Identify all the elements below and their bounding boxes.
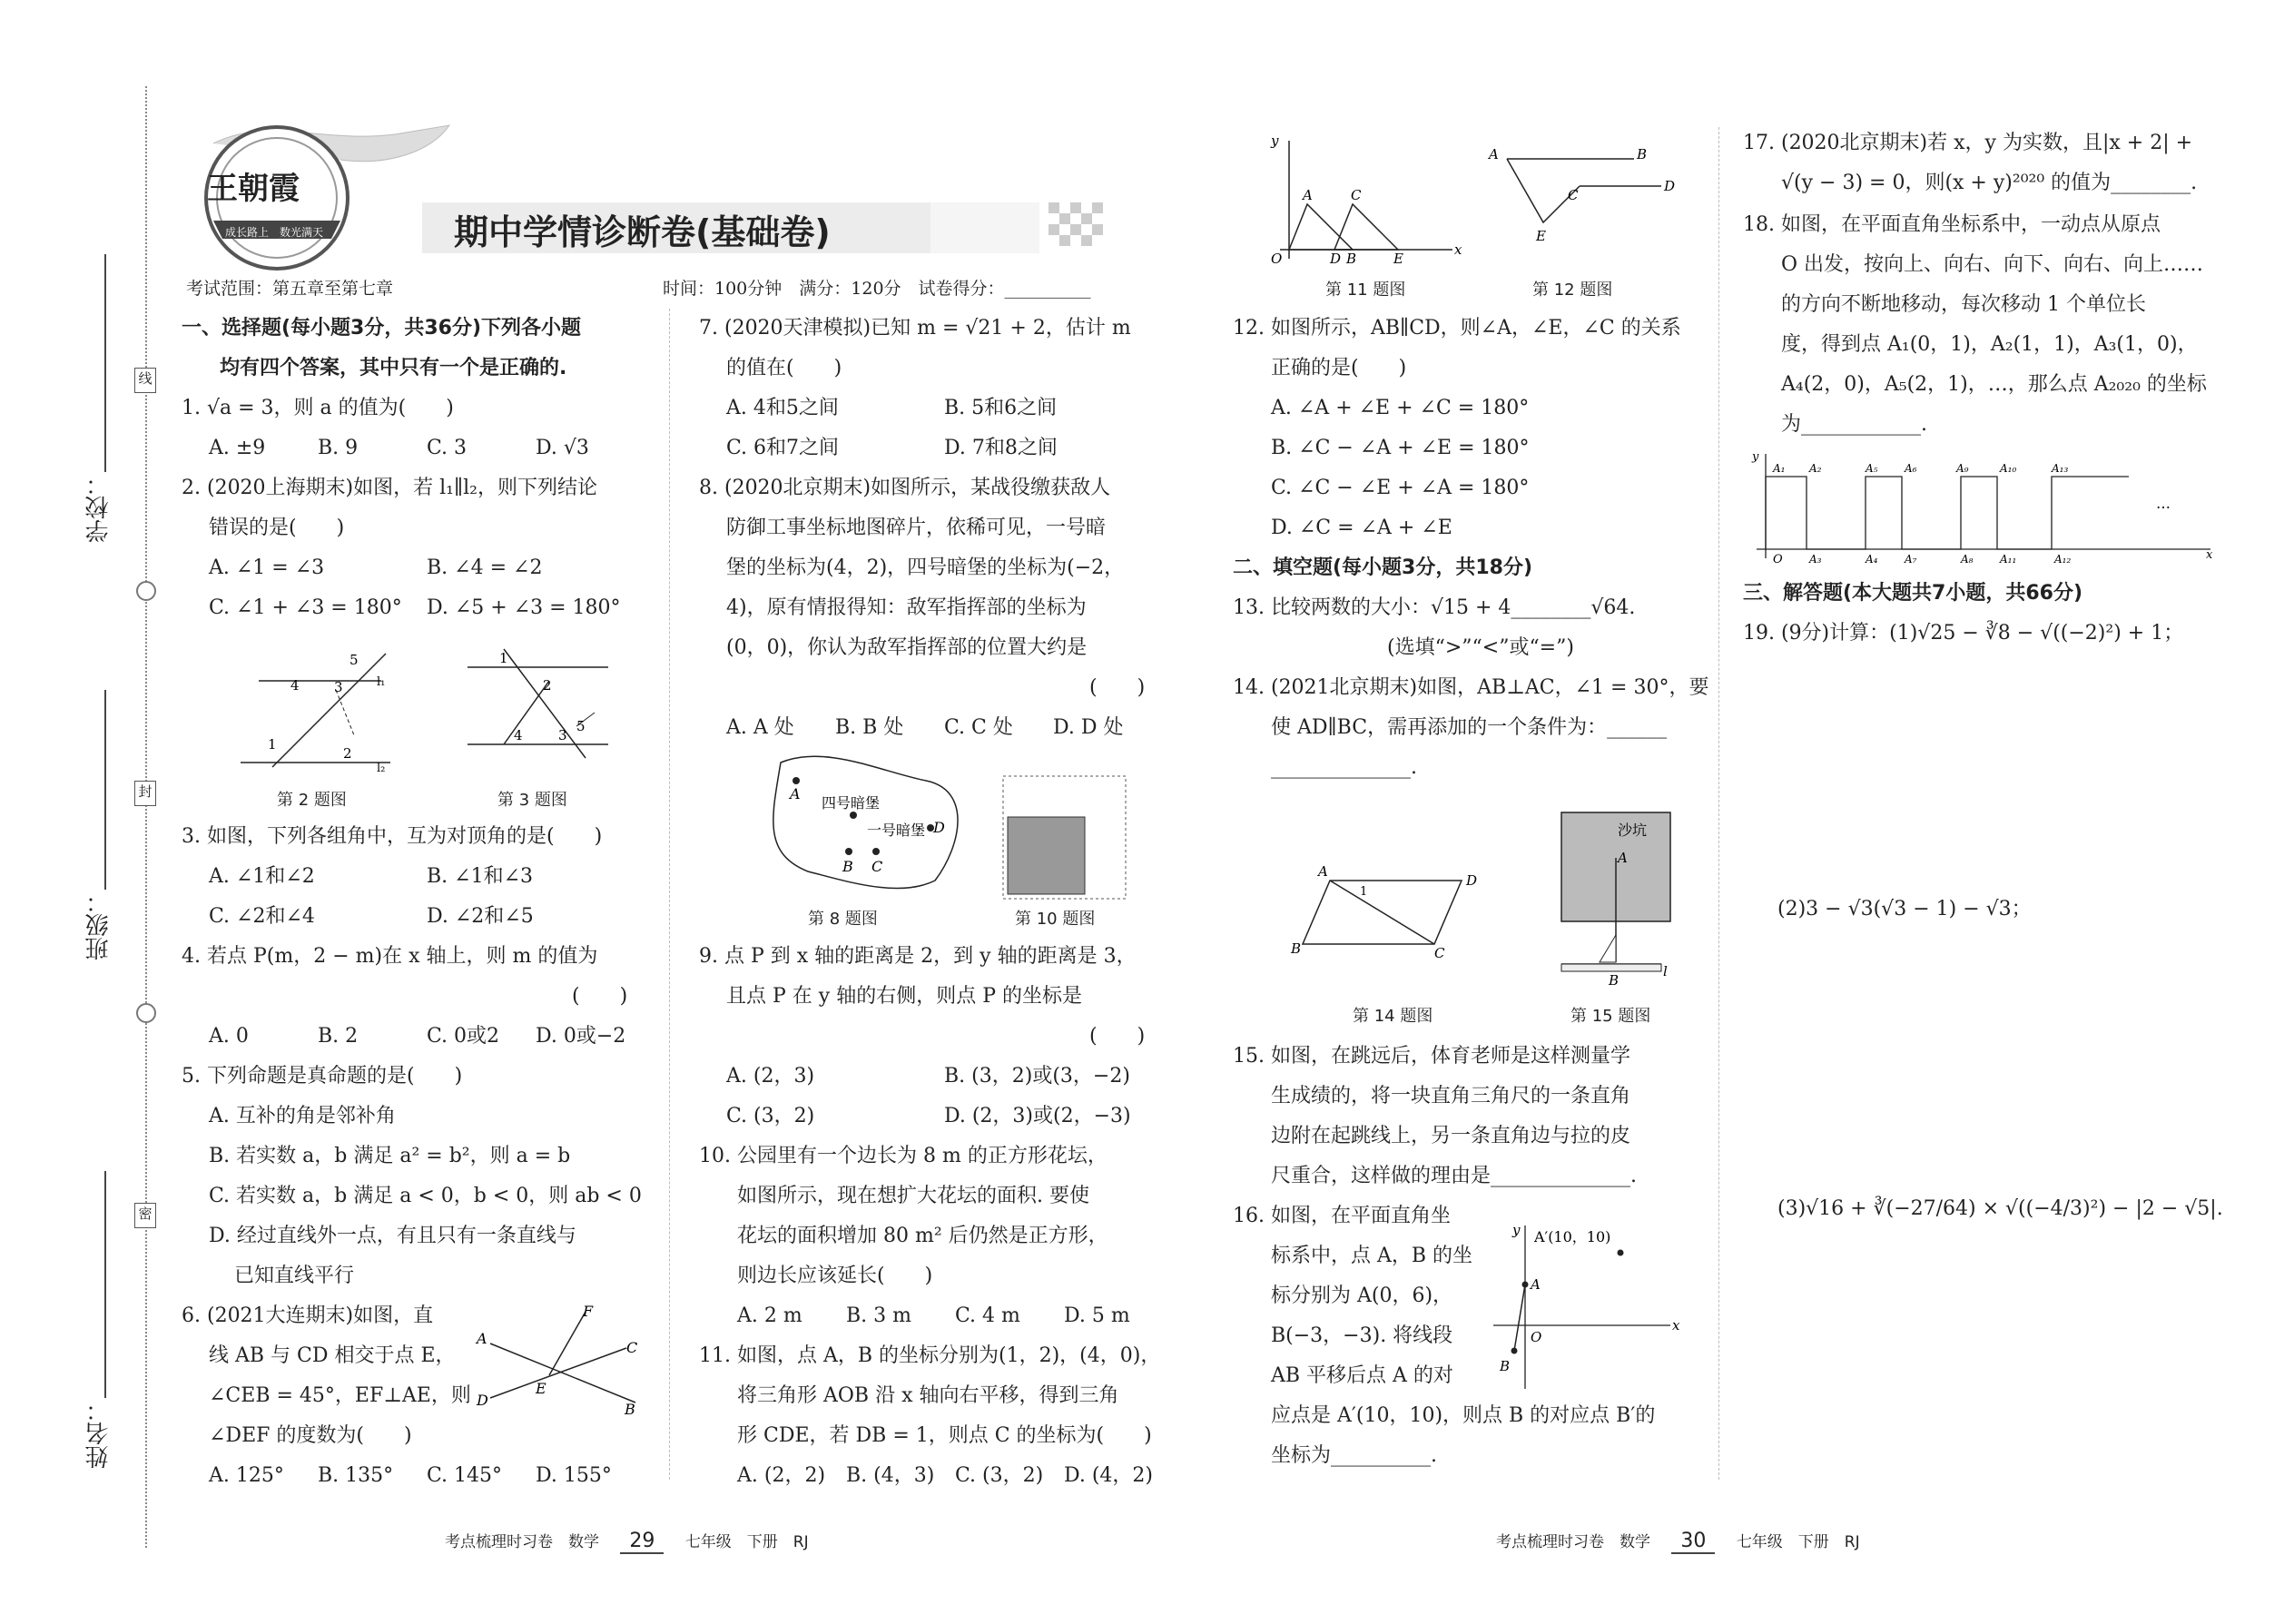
svg-text:A₁₁: A₁₁ xyxy=(2000,553,2017,566)
question-2: 2. (2020上海期末)如图，若 l₁∥l₂，则下列结论 错误的是( ) A. ∠1 = ∠3 B. ∠4 = ∠2 C. ∠1 + ∠3 = 180° D. ∠5 + ∠3 = 180° xyxy=(182,477,621,619)
figure-6 xyxy=(472,1298,654,1425)
svg-text:1: 1 xyxy=(1360,885,1368,899)
name-label: 姓名： xyxy=(85,1398,113,1469)
school-line xyxy=(104,254,106,472)
class-label: 班级： xyxy=(85,890,113,960)
svg-text:A₁₀: A₁₀ xyxy=(2000,462,2017,475)
question-16: 16. 如图，在平面直角坐 标系中，点 A，B 的坐 标分别为 A(0，6)， B(−3，−3). 将线段 AB 平移后点 A 的对 应点是 A′(10，10)，则点 B 的对应点 B′的 坐标为__________. xyxy=(1233,1205,1656,1467)
svg-text:A₂: A₂ xyxy=(1809,462,1822,475)
svg-text:B: B xyxy=(1291,940,1302,957)
svg-text:C: C xyxy=(1568,187,1579,203)
svg-text:D: D xyxy=(477,1392,488,1409)
question-11: 11. 如图，点 A，B 的坐标分别为(1，2)，(4，0)， 将三角形 AOB 沿 x 轴向右平移，得到三角 形 CDE，若 DB = 1，则点 C 的坐标为( ) A. (2，2) B. (4，3) C. (3，2) D. (4，2) xyxy=(699,1344,1161,1487)
svg-text:B: B xyxy=(1346,251,1357,263)
svg-text:x: x xyxy=(1672,1317,1680,1334)
svg-text:四号暗堡: 四号暗堡 xyxy=(822,794,881,812)
svg-text:A₁₃: A₁₃ xyxy=(2052,462,2069,475)
svg-text:A′(10，10): A′(10，10) xyxy=(1534,1228,1611,1245)
svg-text:y: y xyxy=(1752,450,1759,464)
figure-8-10 xyxy=(753,744,1180,903)
question-6: 6. (2021大连期末)如图，直 线 AB 与 CD 相交于点 E， ∠CEB = 45°，EF⊥AE，则 ∠DEF 的度数为( ) A. 125° B. 135° C. 145° D. 155° xyxy=(182,1304,612,1487)
svg-text:A: A xyxy=(1318,863,1328,880)
figure-14-caption: 第 14 题图 xyxy=(1353,1007,1433,1026)
page-number: 29 xyxy=(620,1530,664,1554)
svg-text:D: D xyxy=(933,819,945,836)
question-5: 5. 下列命题是真命题的是( ) A. 互补的角是邻补角 B. 若实数 a，b 满足 a² = b²，则 a = b C. 若实数 a，b 满足 a < 0，b < 0，则 ab < 0 D. 经过直线外一点，有且只有一条直线与 已知直线平行 xyxy=(182,1065,642,1287)
figure-3-caption: 第 3 题图 xyxy=(497,791,567,810)
svg-text:1: 1 xyxy=(499,650,508,666)
svg-text:B: B xyxy=(625,1401,635,1418)
section-1-heading: 一、选择题(每小题3分，共36分)下列各小题 均有四个答案，其中只有一个是正确的. xyxy=(182,317,582,379)
page-title: 期中学情诊断卷(基础卷) xyxy=(454,212,831,252)
svg-text:A₁₂: A₁₂ xyxy=(2054,553,2072,566)
logo-text: 王朝霞 xyxy=(207,171,300,207)
question-10: 10. 公园里有一个边长为 8 m 的正方形花坛， 如图所示，现在想扩大花坛的面积. 要使 花坛的面积增加 80 m² 后仍然是正方形， 则边长应该延长( ) A. 2 m B. 3 m C. 4 m D. 5 m xyxy=(699,1145,1130,1327)
binding-hole xyxy=(136,1003,156,1023)
svg-text:一号暗堡: 一号暗堡 xyxy=(867,822,926,839)
svg-text:E: E xyxy=(1536,228,1546,244)
svg-text:B: B xyxy=(842,858,853,875)
svg-text:A: A xyxy=(1303,187,1313,203)
exam-scope: 考试范围：第五章至第七章 xyxy=(186,279,394,299)
figure-12-caption: 第 12 题图 xyxy=(1532,281,1613,300)
svg-text:C: C xyxy=(1434,945,1445,961)
binding-line xyxy=(145,86,147,1548)
figure-2-3 xyxy=(227,635,635,781)
question-19-part-2: (2)3 − √3(√3 − 1) − √3； xyxy=(1777,898,2032,920)
figure-10-caption: 第 10 题图 xyxy=(1015,910,1096,929)
svg-text:4: 4 xyxy=(514,727,523,743)
question-15: 15. 如图，在跳远后，体育老师是这样测量学 生成绩的，将一块直角三角尺的一条直角 边附在起跳线上，另一条直角边与拉的皮 尺重合，这样做的理由是______________. xyxy=(1233,1045,1637,1187)
figure-14-15 xyxy=(1280,808,1698,989)
page-number: 30 xyxy=(1671,1530,1715,1554)
seal-mark-line: 线 xyxy=(134,368,156,393)
svg-text:沙坑: 沙坑 xyxy=(1618,822,1648,839)
school-label: 学校： xyxy=(85,472,113,543)
svg-text:O: O xyxy=(1271,251,1283,263)
class-line xyxy=(104,690,106,890)
svg-text:x: x xyxy=(2206,548,2213,562)
svg-text:A: A xyxy=(790,785,801,802)
figure-18 xyxy=(1748,449,2220,567)
question-19-part-3: (3)√16 + ∛(−27/64) × √((−4/3)²) − |2 − √5|. xyxy=(1777,1197,2223,1220)
svg-text:B: B xyxy=(1637,146,1648,162)
svg-text:A₃: A₃ xyxy=(1809,553,1822,566)
svg-text:A: A xyxy=(477,1330,487,1347)
footer-right: 考点梳理时习卷 数学 30 七年级 下册 RJ xyxy=(1496,1530,1860,1552)
question-3: 3. 如图，下列各组角中，互为对顶角的是( ) A. ∠1和∠2 B. ∠1和∠3 C. ∠2和∠4 D. ∠2和∠5 xyxy=(182,825,603,928)
question-18: 18. 如图，在平面直角坐标系中，一动点从原点 O 出发，按向上、向右、向下、向右、向上…… 的方向不断地移动，每次移动 1 个单位长 度，得到点 A₁(0，1)，A₂(1，1)，A₃(1，0)， A₄(2，0)，A₅(2，1)，…，那么点 A₂₀₂₀ 的坐标 为____________. xyxy=(1743,213,2207,436)
figure-11-12 xyxy=(1244,127,1679,263)
svg-text:A₄: A₄ xyxy=(1866,553,1878,566)
question-14: 14. (2021北京期末)如图，AB⊥AC，∠1 = 30°，要 使 AD∥BC，需再添加的一个条件为：______ ______________. xyxy=(1233,676,1709,779)
svg-text:A₆: A₆ xyxy=(1905,462,1917,475)
svg-text:A: A xyxy=(1489,146,1499,162)
svg-text:C: C xyxy=(626,1339,638,1356)
svg-text:A₁: A₁ xyxy=(1773,462,1786,475)
figure-2-caption: 第 2 题图 xyxy=(277,791,347,810)
svg-text:B: B xyxy=(1500,1358,1511,1374)
footer-left: 考点梳理时习卷 数学 29 七年级 下册 RJ xyxy=(445,1530,809,1552)
svg-text:E: E xyxy=(536,1380,546,1397)
seal-mark-seal: 封 xyxy=(134,781,156,806)
column-divider xyxy=(1718,127,1719,1480)
svg-text:C: C xyxy=(871,858,883,875)
svg-text:A₉: A₉ xyxy=(1956,462,1969,475)
svg-text:1: 1 xyxy=(268,736,277,753)
svg-text:D: D xyxy=(1466,872,1478,889)
question-19-part-1: 19. (9分)计算：(1)√25 − ∛8 − √((−2)²) + 1； xyxy=(1743,622,2184,645)
question-9: 9. 点 P 到 x 轴的距离是 2，到 y 轴的距离是 3， 且点 P 在 y 轴的右侧，则点 P 的坐标是 ( ) A. (2，3) B. (3，2)或(3，−2) C. (3，2) D. (2，3)或(2，−3) xyxy=(699,945,1146,1127)
svg-text:2: 2 xyxy=(343,745,352,762)
svg-text:…: … xyxy=(2156,495,2171,512)
svg-text:A: A xyxy=(1618,850,1628,866)
svg-text:x: x xyxy=(1454,241,1462,258)
question-13: 13. 比较两数的大小：√15 + 4________√64. (选填“>”“<”或“=”) xyxy=(1233,596,1636,659)
figure-11-caption: 第 11 题图 xyxy=(1325,281,1406,300)
figure-8-caption: 第 8 题图 xyxy=(808,910,878,929)
figure-16 xyxy=(1489,1207,1689,1389)
question-4: 4. 若点 P(m，2 − m)在 x 轴上，则 m 的值为 ( ) A. 0 B. 2 C. 0或2 D. 0或−2 xyxy=(182,945,628,1048)
svg-text:O: O xyxy=(1531,1329,1542,1345)
svg-text:A₈: A₈ xyxy=(1961,553,1974,566)
svg-text:5: 5 xyxy=(576,718,586,734)
question-1: 1. √a = 3，则 a 的值为( ) A. ±9 B. 9 C. 3 D. √3 xyxy=(182,397,589,459)
svg-text:l₁: l₁ xyxy=(377,675,386,689)
svg-text:3: 3 xyxy=(334,679,343,695)
seal-mark-secret: 密 xyxy=(134,1203,156,1228)
figure-15-caption: 第 15 题图 xyxy=(1570,1007,1651,1026)
question-17: 17. (2020北京期末)若 x，y 为实数，且|x + 2| + √(y − 3) = 0，则(x + y)²⁰²⁰ 的值为________. xyxy=(1743,132,2198,194)
svg-text:B: B xyxy=(1609,972,1620,989)
svg-text:y: y xyxy=(1512,1222,1521,1238)
svg-text:E: E xyxy=(1393,251,1403,263)
svg-text:2: 2 xyxy=(543,677,552,694)
name-line xyxy=(104,1171,106,1398)
section-2-heading: 二、填空题(每小题3分，共18分) xyxy=(1233,556,1533,579)
svg-text:D: D xyxy=(1664,178,1676,194)
svg-text:C: C xyxy=(1351,187,1362,203)
svg-text:y: y xyxy=(1271,133,1279,149)
question-8: 8. (2020北京期末)如图所示，某战役缴获敌人 防御工事坐标地图碎片，依稀可见，一号暗 堡的坐标为(4，2)，四号暗堡的坐标为(−2， 4)，原有情报得知：敌军指挥部的坐标为 (0，0)，你认为敌军指挥部的位置大约是 ( ) A. A 处 B. B 处 C. C 处 D. D 处 xyxy=(699,477,1146,739)
svg-text:D: D xyxy=(1330,251,1342,263)
svg-text:l: l xyxy=(1663,963,1668,979)
binding-hole xyxy=(136,581,156,601)
svg-text:4: 4 xyxy=(290,677,300,694)
question-7: 7. (2020天津模拟)已知 m = √21 + 2，估计 m 的值在( ) A. 4和5之间 B. 5和6之间 C. 6和7之间 D. 7和8之间 xyxy=(699,317,1131,459)
question-12: 12. 如图所示，AB∥CD，则∠A，∠E，∠C 的关系 正确的是( ) A. ∠A + ∠E + ∠C = 180° B. ∠C − ∠A + ∠E = 180° C. ∠C − ∠E + ∠A = 180° D. ∠C = ∠A + ∠E xyxy=(1233,317,1681,539)
column-divider xyxy=(669,309,670,1480)
svg-text:5: 5 xyxy=(350,652,359,668)
svg-text:O: O xyxy=(1773,553,1783,566)
svg-text:A₅: A₅ xyxy=(1866,462,1878,475)
svg-text:A: A xyxy=(1531,1276,1541,1293)
exam-meta: 时间：100分钟 满分：120分 试卷得分：__________ xyxy=(663,279,1091,299)
svg-text:F: F xyxy=(583,1303,594,1320)
logo-tag: 成长路上 数光满天 xyxy=(225,226,324,239)
svg-text:l₂: l₂ xyxy=(377,762,386,775)
svg-text:3: 3 xyxy=(558,727,567,743)
section-3-heading: 三、解答题(本大题共7小题，共66分) xyxy=(1743,582,2083,605)
svg-text:A₇: A₇ xyxy=(1905,553,1917,566)
